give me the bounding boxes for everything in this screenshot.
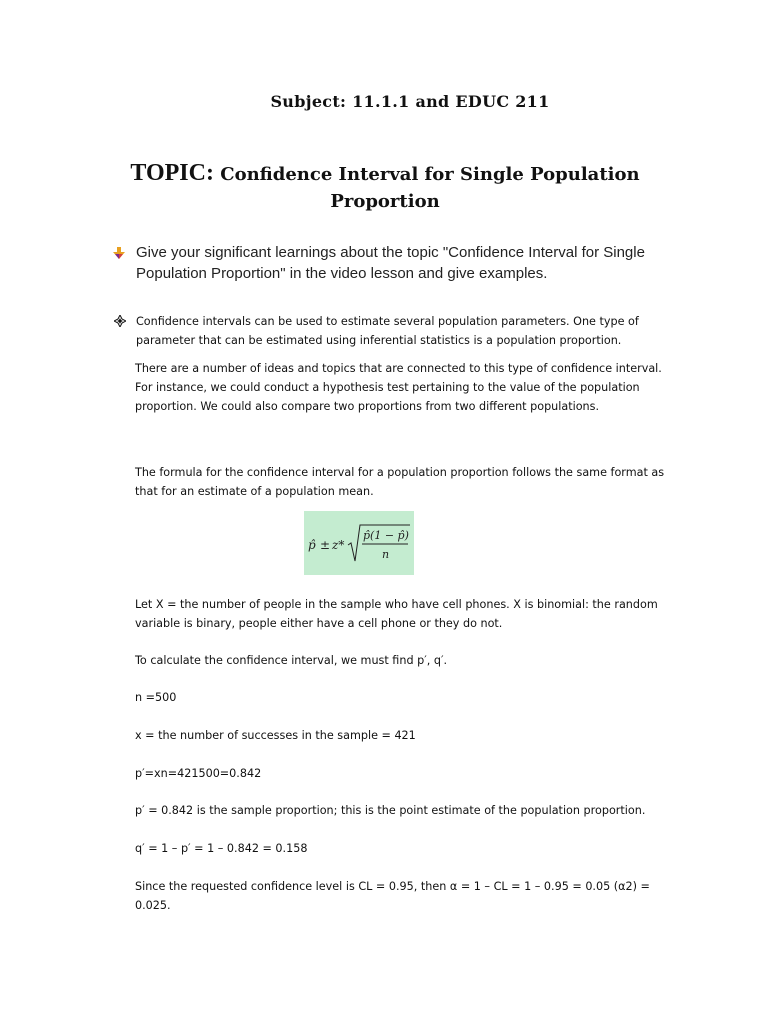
paragraph-11: Since the requested confidence level is CL = 0.95, then α = 1 – CL = 1 – 0.95 = 0.05 (α2) = 0.025. [135, 880, 650, 912]
subject-heading: Subject: 11.1.1 and EDUC 211 [270, 92, 550, 111]
formula-graphic [304, 511, 414, 575]
paragraph-6: n =500 [135, 691, 177, 704]
formula-numerator: p̂(1 − p̂) [363, 529, 409, 542]
formula-p-hat: p̂ [308, 538, 316, 552]
formula-denominator: n [382, 548, 390, 561]
paragraph-8: p′=xn=421500=0.842 [135, 767, 262, 780]
diamond-bullet-icon [114, 315, 126, 327]
paragraph-5: To calculate the confidence interval, we must find p′, q′. [135, 654, 448, 667]
topic-label: TOPIC: [130, 160, 214, 186]
paragraph-2: There are a number of ideas and topics that are connected to this type of confidence interval. For instance, we could conduct a hypothesis test pertaining to the value of the population proportion. We could also compare two proportions from two different populations. [135, 362, 662, 413]
topic-title: Confidence Interval for Single Population Proportion [220, 164, 640, 212]
formula-z-star: z* [332, 538, 345, 552]
prompt-text: Give your significant learnings about the topic "Confidence Interval for Single Population Proportion" in the video lesson and give examples. [136, 244, 645, 282]
paragraph-7: x = the number of successes in the sample = 421 [135, 729, 416, 742]
topic-heading [110, 160, 660, 215]
paragraph-3: The formula for the confidence interval for a population proportion follows the same format as that for an estimate of a population mean. [135, 466, 665, 498]
confidence-interval-formula [304, 511, 414, 575]
paragraph-9: p′ = 0.842 is the sample proportion; this is the point estimate of the population proportion. [135, 804, 646, 817]
paragraph-bullet-item [114, 312, 674, 350]
paragraph-4: Let X = the number of people in the sample who have cell phones. X is binomial: the random variable is binary, people either have a cell phone or they do not. [135, 598, 658, 630]
arrow-bullet-icon [112, 246, 126, 260]
paragraph-10: q′ = 1 – p′ = 1 – 0.842 = 0.158 [135, 842, 308, 855]
prompt-bullet-item [112, 242, 672, 284]
formula-plus-minus: ± [320, 538, 331, 552]
paragraph-1: Confidence intervals can be used to estimate several population parameters. One type of parameter that can be estimated using inferential statistics is a population proportion. [136, 315, 639, 347]
